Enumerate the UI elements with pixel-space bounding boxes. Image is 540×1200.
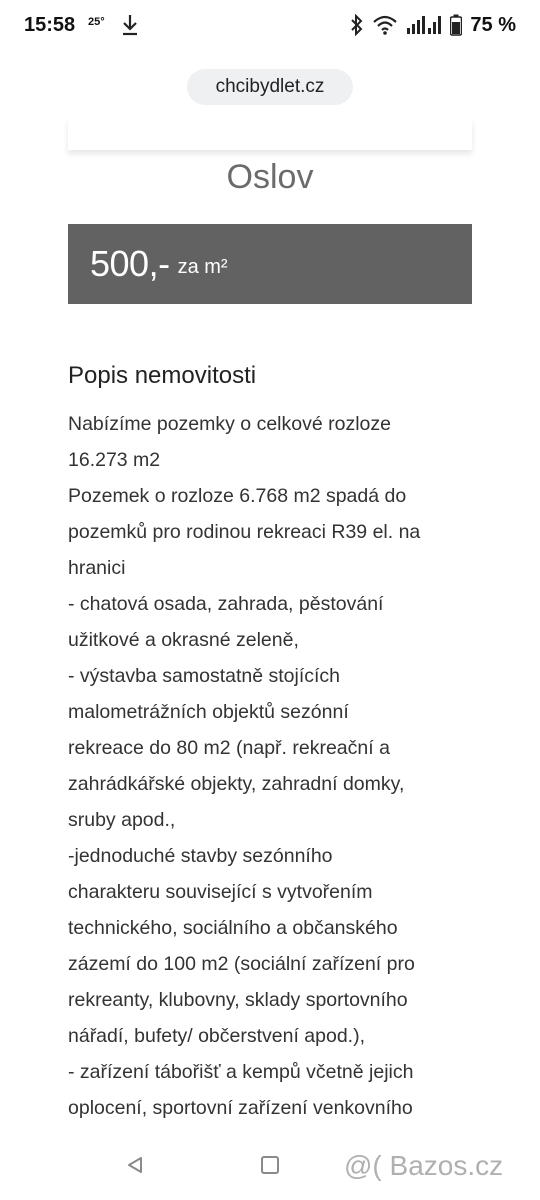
image-card (68, 118, 472, 150)
home-icon[interactable] (261, 1156, 279, 1174)
price-unit: za m² (177, 255, 228, 278)
bluetooth-icon (350, 14, 364, 36)
description-line: Pozemek o rozloze 6.768 m2 spadá do (68, 485, 407, 507)
description-line: malometrážních objektů sezónní (68, 701, 349, 723)
description-line: nářadí, bufety/ občerstvení apod.), (68, 1025, 366, 1047)
download-icon (121, 14, 139, 36)
navigation-bar (0, 1140, 540, 1200)
description-title: Popis nemovitosti (68, 362, 257, 389)
wifi-icon (372, 14, 398, 36)
price-box (68, 224, 472, 304)
battery-icon (450, 14, 462, 36)
description-line: Nabízíme pozemky o celkové rozloze (68, 413, 391, 435)
description-line: charakteru související s vytvořením (68, 881, 373, 903)
url-bar[interactable] (187, 69, 353, 105)
status-icons (350, 12, 516, 38)
description-line: rekreace do 80 m2 (např. rekreační a (68, 737, 390, 759)
status-bar (0, 0, 540, 52)
description-line: technického, sociálního a občanského (68, 917, 398, 939)
description-line: -jednoduché stavby sezónního (68, 845, 333, 867)
listing-location: Oslov (226, 158, 314, 196)
description-line: 16.273 m2 (68, 449, 161, 471)
description-line: pozemků pro rodinou rekreaci R39 el. na (68, 521, 421, 543)
description-line: sruby apod., (68, 809, 176, 831)
status-time: 15:58 (24, 14, 76, 36)
description-line: rekreanty, klubovny, sklady sportovního (68, 989, 408, 1011)
description-line: - chatová osada, zahrada, pěstování (68, 593, 384, 615)
battery-percentage: 75 % (470, 13, 516, 36)
description-line: - zařízení tábořišť a kempů včetně jejich (68, 1061, 414, 1083)
url-text: chcibydlet.cz (215, 76, 325, 97)
description-line: - výstavba samostatně stojících (68, 665, 341, 687)
description-line: hranici (68, 557, 126, 579)
signal-icon (406, 14, 442, 36)
description-text (68, 406, 478, 1126)
description-line: oplocení, sportovní zařízení venkovního (68, 1097, 413, 1119)
watermark: @( Bazos.cz (344, 1150, 504, 1181)
price-value: 500,- (90, 243, 170, 284)
description-line: zázemí do 100 m2 (sociální zařízení pro (68, 953, 415, 975)
status-temperature: 25° (88, 16, 105, 28)
back-icon[interactable] (126, 1156, 144, 1174)
description-line: užitkové a okrasné zeleně, (68, 629, 299, 651)
description-line: zahrádkářské objekty, zahradní domky, (68, 773, 405, 795)
